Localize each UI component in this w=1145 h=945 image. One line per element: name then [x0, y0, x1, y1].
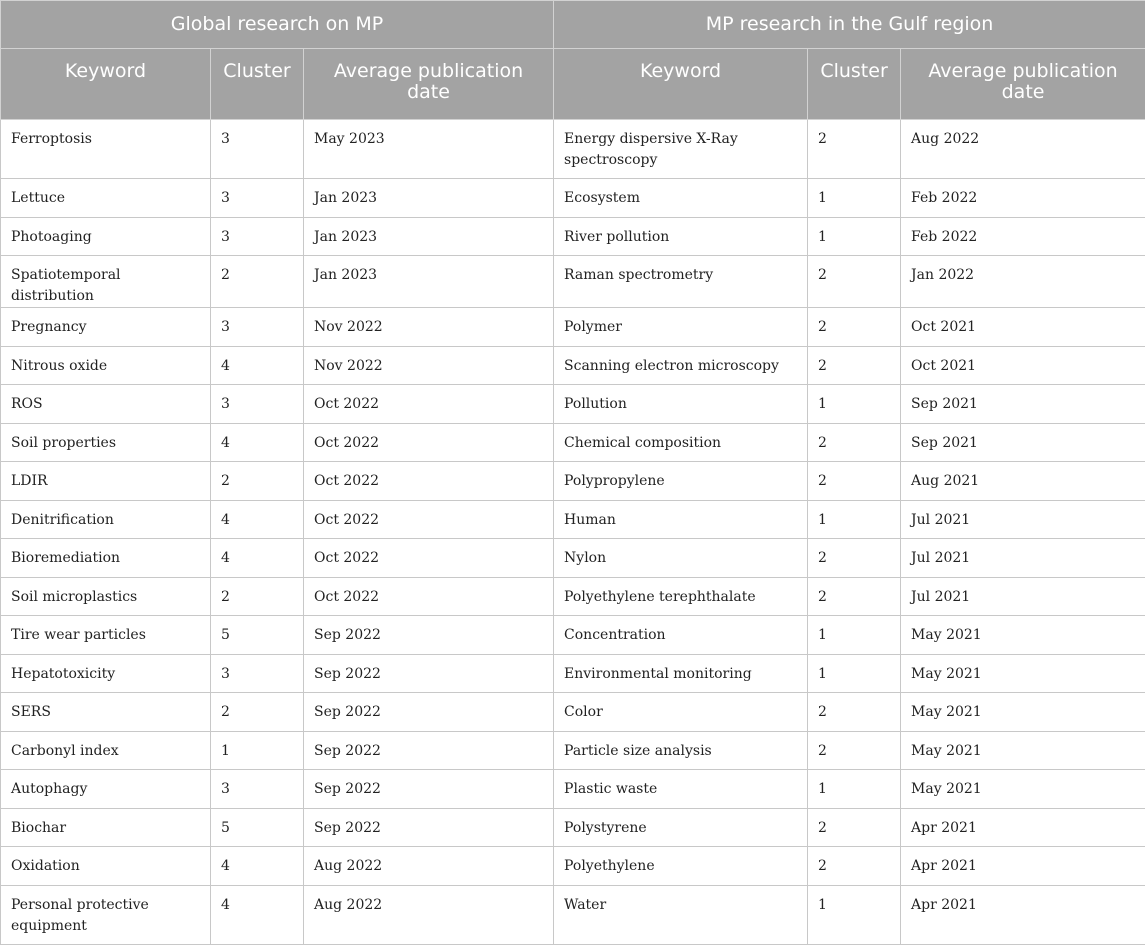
keyword-cell: Lettuce — [1, 179, 211, 218]
table-header — [1, 1, 1145, 120]
keyword-cell: Ferroptosis — [1, 120, 211, 179]
keyword-cell: Polyethylene terephthalate — [554, 577, 808, 616]
header-group-row — [1, 1, 1145, 49]
cluster-cell: 4 — [211, 847, 304, 886]
table-row — [1, 808, 1145, 847]
date-cell: Jan 2023 — [304, 217, 554, 256]
keyword-cell: SERS — [1, 693, 211, 732]
column-header-keyword: Keyword — [1, 49, 211, 120]
column-header-cluster: Cluster — [808, 49, 901, 120]
keyword-cell: Concentration — [554, 616, 808, 655]
date-cell: Sep 2022 — [304, 654, 554, 693]
date-cell: Jul 2021 — [901, 500, 1145, 539]
cluster-cell: 1 — [211, 731, 304, 770]
keyword-cell: Polyethylene — [554, 847, 808, 886]
cluster-cell: 4 — [211, 423, 304, 462]
date-cell: Oct 2022 — [304, 385, 554, 424]
cluster-cell: 2 — [808, 847, 901, 886]
date-cell: Apr 2021 — [901, 808, 1145, 847]
date-cell: Aug 2022 — [901, 120, 1145, 179]
keyword-cell: Pregnancy — [1, 308, 211, 347]
keyword-cell: Nylon — [554, 539, 808, 578]
cluster-cell: 3 — [211, 120, 304, 179]
date-cell: Sep 2022 — [304, 616, 554, 655]
cluster-cell: 4 — [211, 346, 304, 385]
date-cell: Oct 2022 — [304, 500, 554, 539]
table-row — [1, 120, 1145, 179]
keyword-cell: Personal protective equipment — [1, 885, 211, 944]
keyword-cell: Polystyrene — [554, 808, 808, 847]
cluster-cell: 1 — [808, 385, 901, 424]
keyword-cell: Polymer — [554, 308, 808, 347]
keyword-cell: Soil properties — [1, 423, 211, 462]
keyword-cell: Tire wear particles — [1, 616, 211, 655]
keyword-cell: River pollution — [554, 217, 808, 256]
cluster-cell: 1 — [808, 500, 901, 539]
table-row — [1, 885, 1145, 944]
date-cell: Sep 2021 — [901, 423, 1145, 462]
date-cell: May 2021 — [901, 731, 1145, 770]
cluster-cell: 1 — [808, 616, 901, 655]
cluster-cell: 2 — [808, 693, 901, 732]
cluster-cell: 2 — [211, 256, 304, 308]
cluster-cell: 5 — [211, 808, 304, 847]
table-row — [1, 179, 1145, 218]
date-cell: Aug 2021 — [901, 462, 1145, 501]
table-row — [1, 462, 1145, 501]
date-cell: May 2021 — [901, 693, 1145, 732]
keyword-cell: Human — [554, 500, 808, 539]
keyword-cell: Raman spectrometry — [554, 256, 808, 308]
date-cell: Sep 2022 — [304, 770, 554, 809]
column-header-cluster: Cluster — [211, 49, 304, 120]
table-row — [1, 654, 1145, 693]
group-header-global: Global research on MP — [1, 1, 554, 49]
keyword-cell: Autophagy — [1, 770, 211, 809]
date-cell: Jan 2023 — [304, 179, 554, 218]
cluster-cell: 2 — [808, 308, 901, 347]
table-row — [1, 346, 1145, 385]
date-cell: May 2021 — [901, 616, 1145, 655]
cluster-cell: 1 — [808, 770, 901, 809]
cluster-cell: 2 — [808, 462, 901, 501]
date-cell: Aug 2022 — [304, 885, 554, 944]
keyword-cell: Pollution — [554, 385, 808, 424]
table-row — [1, 423, 1145, 462]
date-cell: Oct 2022 — [304, 577, 554, 616]
cluster-cell: 2 — [808, 256, 901, 308]
keyword-cell: Environmental monitoring — [554, 654, 808, 693]
column-header-average-publication-date: Average publication date — [304, 49, 554, 120]
date-cell: Jul 2021 — [901, 577, 1145, 616]
cluster-cell: 2 — [808, 539, 901, 578]
cluster-cell: 3 — [211, 179, 304, 218]
cluster-cell: 3 — [211, 770, 304, 809]
keyword-cell: LDIR — [1, 462, 211, 501]
date-cell: Aug 2022 — [304, 847, 554, 886]
date-cell: Jan 2022 — [901, 256, 1145, 308]
keyword-cell: Bioremediation — [1, 539, 211, 578]
keyword-cell: Biochar — [1, 808, 211, 847]
date-cell: Oct 2021 — [901, 346, 1145, 385]
keyword-cell: Oxidation — [1, 847, 211, 886]
date-cell: Apr 2021 — [901, 885, 1145, 944]
date-cell: Nov 2022 — [304, 308, 554, 347]
date-cell: May 2021 — [901, 770, 1145, 809]
cluster-cell: 2 — [808, 577, 901, 616]
keyword-cell: Color — [554, 693, 808, 732]
table-row — [1, 847, 1145, 886]
cluster-cell: 2 — [808, 346, 901, 385]
cluster-cell: 3 — [211, 308, 304, 347]
date-cell: Sep 2022 — [304, 731, 554, 770]
date-cell: Nov 2022 — [304, 346, 554, 385]
date-cell: Sep 2022 — [304, 808, 554, 847]
date-cell: Oct 2022 — [304, 462, 554, 501]
keyword-cell: Scanning electron microscopy — [554, 346, 808, 385]
cluster-cell: 2 — [808, 808, 901, 847]
cluster-cell: 1 — [808, 654, 901, 693]
keyword-cell: Carbonyl index — [1, 731, 211, 770]
table-row — [1, 731, 1145, 770]
keyword-cell: Ecosystem — [554, 179, 808, 218]
column-header-average-publication-date: Average publication date — [901, 49, 1145, 120]
cluster-cell: 3 — [211, 654, 304, 693]
date-cell: Jan 2023 — [304, 256, 554, 308]
cluster-cell: 1 — [808, 179, 901, 218]
date-cell: Sep 2022 — [304, 693, 554, 732]
table-row — [1, 385, 1145, 424]
table-row — [1, 308, 1145, 347]
keyword-cell: Nitrous oxide — [1, 346, 211, 385]
date-cell: Sep 2021 — [901, 385, 1145, 424]
header-column-row — [1, 49, 1145, 120]
keyword-cell: Energy dispersive X-Ray spectroscopy — [554, 120, 808, 179]
cluster-cell: 2 — [808, 120, 901, 179]
table-row — [1, 770, 1145, 809]
date-cell: Jul 2021 — [901, 539, 1145, 578]
table-row — [1, 616, 1145, 655]
keyword-cell: ROS — [1, 385, 211, 424]
keyword-cell: Spatiotemporal distribution — [1, 256, 211, 308]
date-cell: Oct 2022 — [304, 423, 554, 462]
table-body — [1, 120, 1145, 945]
cluster-cell: 4 — [211, 539, 304, 578]
cluster-cell: 1 — [808, 885, 901, 944]
cluster-cell: 2 — [808, 731, 901, 770]
keyword-cell: Plastic waste — [554, 770, 808, 809]
date-cell: May 2021 — [901, 654, 1145, 693]
cluster-cell: 2 — [211, 462, 304, 501]
cluster-cell: 1 — [808, 217, 901, 256]
keyword-cell: Denitrification — [1, 500, 211, 539]
keyword-cell: Water — [554, 885, 808, 944]
cluster-cell: 3 — [211, 385, 304, 424]
group-header-gulf: MP research in the Gulf region — [554, 1, 1145, 49]
cluster-cell: 2 — [808, 423, 901, 462]
table-row — [1, 539, 1145, 578]
date-cell: Oct 2022 — [304, 539, 554, 578]
keyword-cell: Chemical composition — [554, 423, 808, 462]
keyword-cell: Photoaging — [1, 217, 211, 256]
table-row — [1, 256, 1145, 308]
date-cell: Oct 2021 — [901, 308, 1145, 347]
cluster-cell: 3 — [211, 217, 304, 256]
date-cell: Apr 2021 — [901, 847, 1145, 886]
date-cell: Feb 2022 — [901, 217, 1145, 256]
date-cell: May 2023 — [304, 120, 554, 179]
cluster-cell: 2 — [211, 577, 304, 616]
cluster-cell: 4 — [211, 500, 304, 539]
cluster-cell: 5 — [211, 616, 304, 655]
table-row — [1, 500, 1145, 539]
cluster-cell: 4 — [211, 885, 304, 944]
date-cell: Feb 2022 — [901, 179, 1145, 218]
keyword-cell: Particle size analysis — [554, 731, 808, 770]
table-row — [1, 693, 1145, 732]
table-row — [1, 217, 1145, 256]
keyword-cell: Hepatotoxicity — [1, 654, 211, 693]
column-header-keyword: Keyword — [554, 49, 808, 120]
cluster-cell: 2 — [211, 693, 304, 732]
table-row — [1, 577, 1145, 616]
keyword-cell: Polypropylene — [554, 462, 808, 501]
keyword-cell: Soil microplastics — [1, 577, 211, 616]
